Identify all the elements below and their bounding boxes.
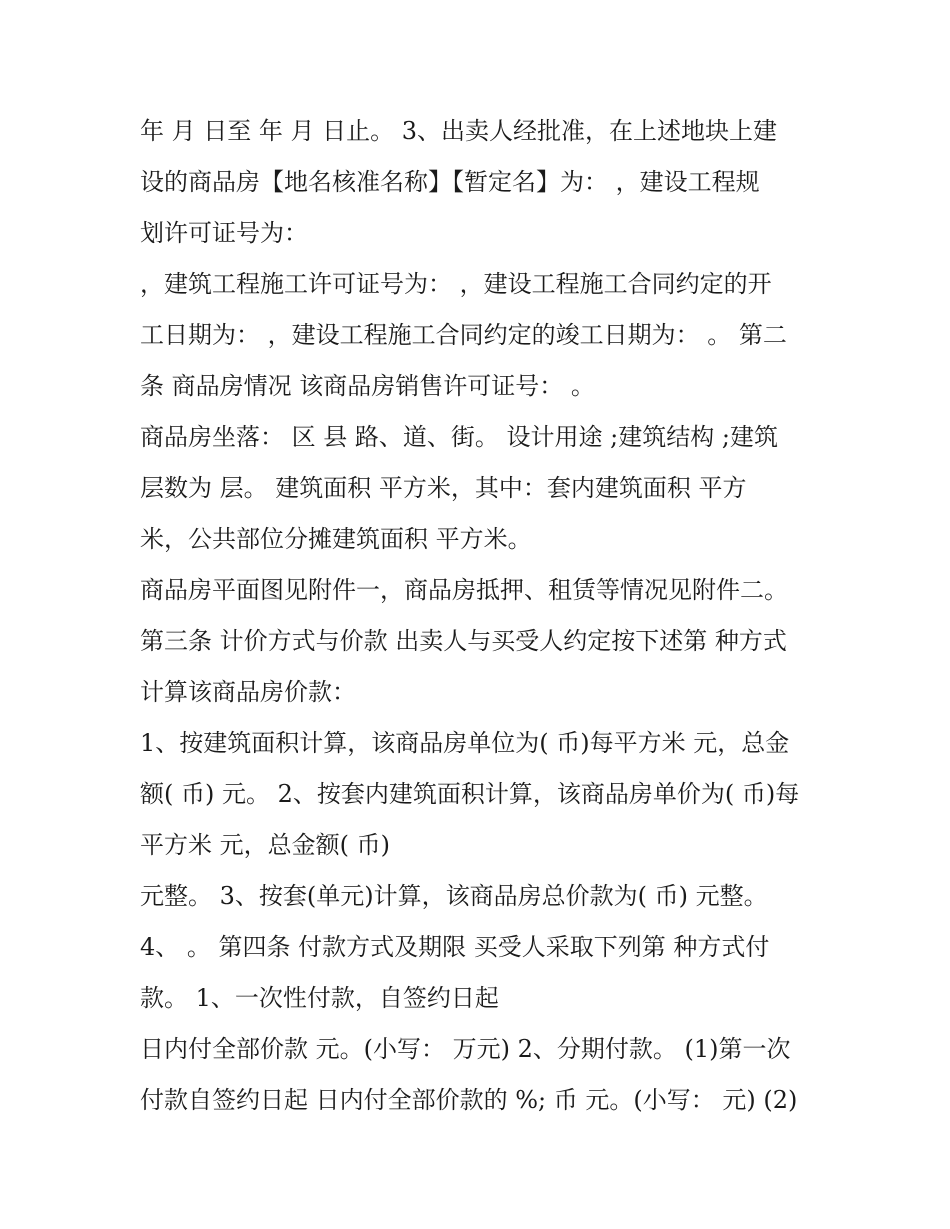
text-line: 第三条 计价方式与价款 出卖人与买受人约定按下述第 种方式 [140, 627, 787, 655]
text-line: 划许可证号为： [140, 219, 308, 247]
text-line: 额( 币) 元。 2、按套内建筑面积计算，该商品房单价为( 币)每 [140, 780, 800, 808]
text-line: 设的商品房【地名核准名称】【暂定名】为： ，建设工程规 [140, 168, 760, 196]
text-line: 年 月 日至 年 月 日止。 3、出卖人经批准，在上述地块上建 [140, 117, 778, 145]
text-line: 日内付全部价款 元。(小写： 万元) 2、分期付款。 (1)第一次 [140, 1035, 791, 1063]
contract-body-text [140, 106, 840, 1126]
text-line: 4、 。 第四条 付款方式及期限 买受人采取下列第 种方式付 [140, 933, 770, 961]
text-line: 商品房坐落： 区 县 路、道、街。 设计用途 ;建筑结构 ;建筑 [140, 423, 778, 451]
text-line: 款。 1、一次性付款，自签约日起 [140, 984, 499, 1012]
text-line: 计算该商品房价款： [140, 678, 356, 706]
text-line: 1、按建筑面积计算，该商品房单位为( 币)每平方米 元，总金 [140, 729, 790, 757]
text-line: 付款自签约日起 日内付全部价款的 %; 币 元。(小写： 元) (2) [140, 1086, 798, 1114]
text-line: 工日期为： ，建设工程施工合同约定的竣工日期为： 。 第二 [140, 321, 787, 349]
text-line: ，建筑工程施工许可证号为： ，建设工程施工合同约定的开 [140, 270, 772, 298]
text-line: 元整。 3、按套(单元)计算，该商品房总价款为( 币) 元整。 [140, 882, 768, 910]
text-line: 条 商品房情况 该商品房销售许可证号： 。 [140, 372, 595, 400]
text-line: 米，公共部位分摊建筑面积 平方米。 [140, 525, 532, 553]
text-line: 平方米 元，总金额( 币) [140, 831, 390, 859]
text-line: 商品房平面图见附件一，商品房抵押、租赁等情况见附件二。 [140, 576, 788, 604]
text-line: 层数为 层。 建筑面积 平方米，其中：套内建筑面积 平方 [140, 474, 747, 502]
